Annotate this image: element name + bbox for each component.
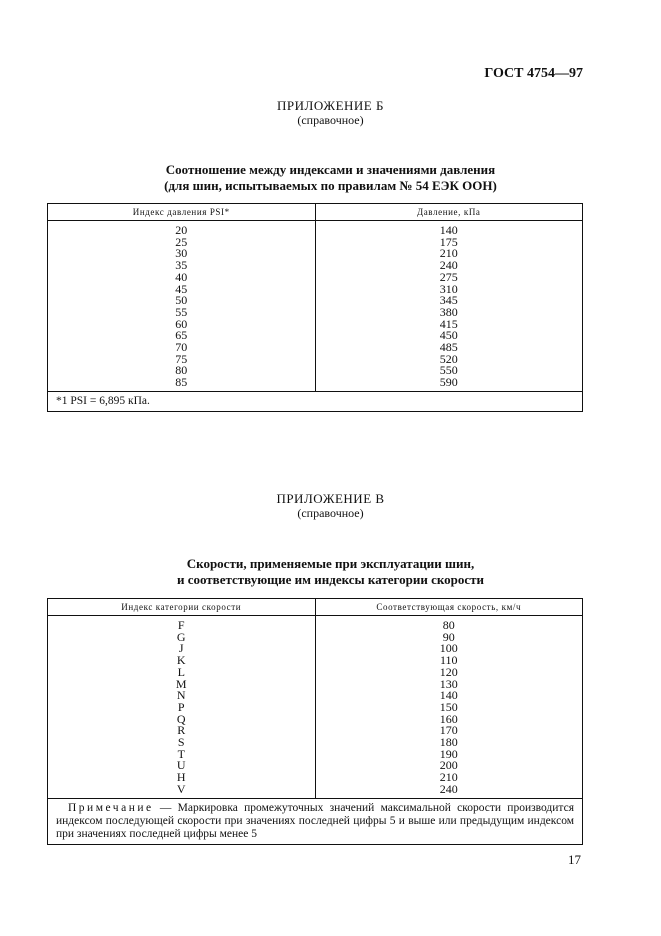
list-item: 40	[175, 269, 188, 284]
appendix-v-heading	[0, 491, 661, 521]
pressure-table-title	[0, 162, 661, 194]
list-item: 590	[439, 375, 458, 390]
note-row	[48, 798, 583, 844]
list-item: T	[177, 746, 185, 761]
list-item: 190	[439, 746, 458, 761]
table-footnote: *1 PSI = 6,895 кПа.	[48, 391, 583, 411]
list-item: 80	[175, 363, 188, 378]
list-item: G	[176, 629, 186, 644]
list-item: 50	[175, 293, 188, 308]
list-item: F	[177, 618, 185, 632]
table-header-row	[48, 599, 583, 616]
list-item: 70	[175, 340, 188, 355]
list-item: 175	[439, 234, 458, 249]
list-item: 110	[439, 653, 458, 668]
speed-column	[315, 616, 583, 799]
list-item: 85	[175, 375, 188, 390]
pressure-column	[315, 221, 583, 392]
list-item: 450	[439, 328, 458, 343]
table-note	[48, 798, 583, 844]
list-item: N	[176, 688, 186, 703]
footnote-row	[48, 391, 583, 411]
column-header-pressure: Давление, кПа	[315, 204, 583, 221]
list-item: 240	[439, 258, 458, 273]
list-item: S	[177, 735, 185, 750]
list-item: P	[177, 699, 185, 714]
list-item: 30	[175, 246, 188, 261]
list-item: 200	[439, 758, 458, 773]
appendix-b-title: ПРИЛОЖЕНИЕ Б	[277, 98, 384, 113]
pressure-index-table	[47, 203, 583, 412]
list-item: Q	[176, 711, 186, 726]
list-item: 160	[439, 711, 458, 726]
psi-index-column	[48, 221, 316, 392]
list-item: 140	[439, 688, 458, 703]
document-code: ГОСТ 4754—97	[484, 66, 583, 81]
column-header-speed: Соответствующая скорость, км/ч	[315, 599, 583, 616]
list-item: M	[175, 676, 187, 691]
list-item: 45	[175, 281, 188, 296]
appendix-b-heading	[0, 98, 661, 128]
note-text: — Маркировка промежуточных значений максимальной скорости производится индексом последующей скорости при значениях последней цифры 5 и выше или предыдущим индексом при значениях последней цифры менее 5	[56, 801, 574, 840]
list-item: 520	[439, 351, 458, 366]
list-item: 140	[439, 223, 458, 237]
list-item: 60	[175, 316, 188, 331]
speed-index-table	[47, 598, 583, 845]
column-header-speed-category: Индекс категории скорости	[48, 599, 316, 616]
list-item: 75	[175, 351, 188, 366]
list-item: 275	[439, 269, 458, 284]
list-item: 415	[439, 316, 458, 331]
list-item: 100	[439, 641, 458, 656]
column-header-psi-index: Индекс давления PSI*	[48, 204, 316, 221]
list-item: 550	[439, 363, 458, 378]
list-item: 20	[175, 223, 188, 237]
list-item: 120	[439, 664, 458, 679]
list-item: R	[177, 723, 186, 738]
list-item: L	[177, 664, 185, 679]
appendix-v-title: ПРИЛОЖЕНИЕ В	[276, 491, 385, 506]
list-item: 345	[439, 293, 458, 308]
list-item: 170	[439, 723, 458, 738]
list-item: 25	[175, 234, 188, 249]
list-item: 210	[439, 246, 458, 261]
note-label: Примечание	[68, 801, 154, 814]
table-body-row	[48, 616, 583, 799]
list-item: U	[176, 758, 186, 773]
speed-table-title-line2: и соответствующие им индексы категории скорости	[176, 572, 485, 587]
list-item: H	[176, 770, 186, 785]
list-item: 130	[439, 676, 458, 691]
list-item: 90	[442, 629, 455, 644]
list-item: K	[176, 653, 186, 668]
table-body-row	[48, 221, 583, 392]
list-item: 80	[442, 618, 455, 632]
speed-table-title	[0, 556, 661, 588]
appendix-v-subtitle: (справочное)	[297, 506, 364, 520]
page-number: 17	[568, 852, 581, 867]
list-item: 180	[439, 735, 458, 750]
list-item: 210	[439, 770, 458, 785]
list-item: 240	[439, 781, 458, 796]
list-item: 55	[175, 304, 188, 319]
list-item: 35	[175, 258, 188, 273]
pressure-table-title-line1: Соотношение между индексами и значениями давления	[165, 162, 496, 177]
list-item: 380	[439, 304, 458, 319]
list-item: 485	[439, 340, 458, 355]
list-item: 310	[439, 281, 458, 296]
list-item: 150	[439, 699, 458, 714]
table-header-row	[48, 204, 583, 221]
appendix-b-subtitle: (справочное)	[297, 113, 364, 127]
speed-table-title-line1: Скорости, применяемые при эксплуатации шин,	[186, 556, 475, 571]
list-item: V	[176, 781, 186, 796]
pressure-table-title-line2: (для шин, испытываемых по правилам № 54 ЕЭК ООН)	[164, 178, 497, 193]
list-item: 65	[175, 328, 188, 343]
list-item: J	[178, 641, 184, 656]
speed-category-column	[48, 616, 316, 799]
